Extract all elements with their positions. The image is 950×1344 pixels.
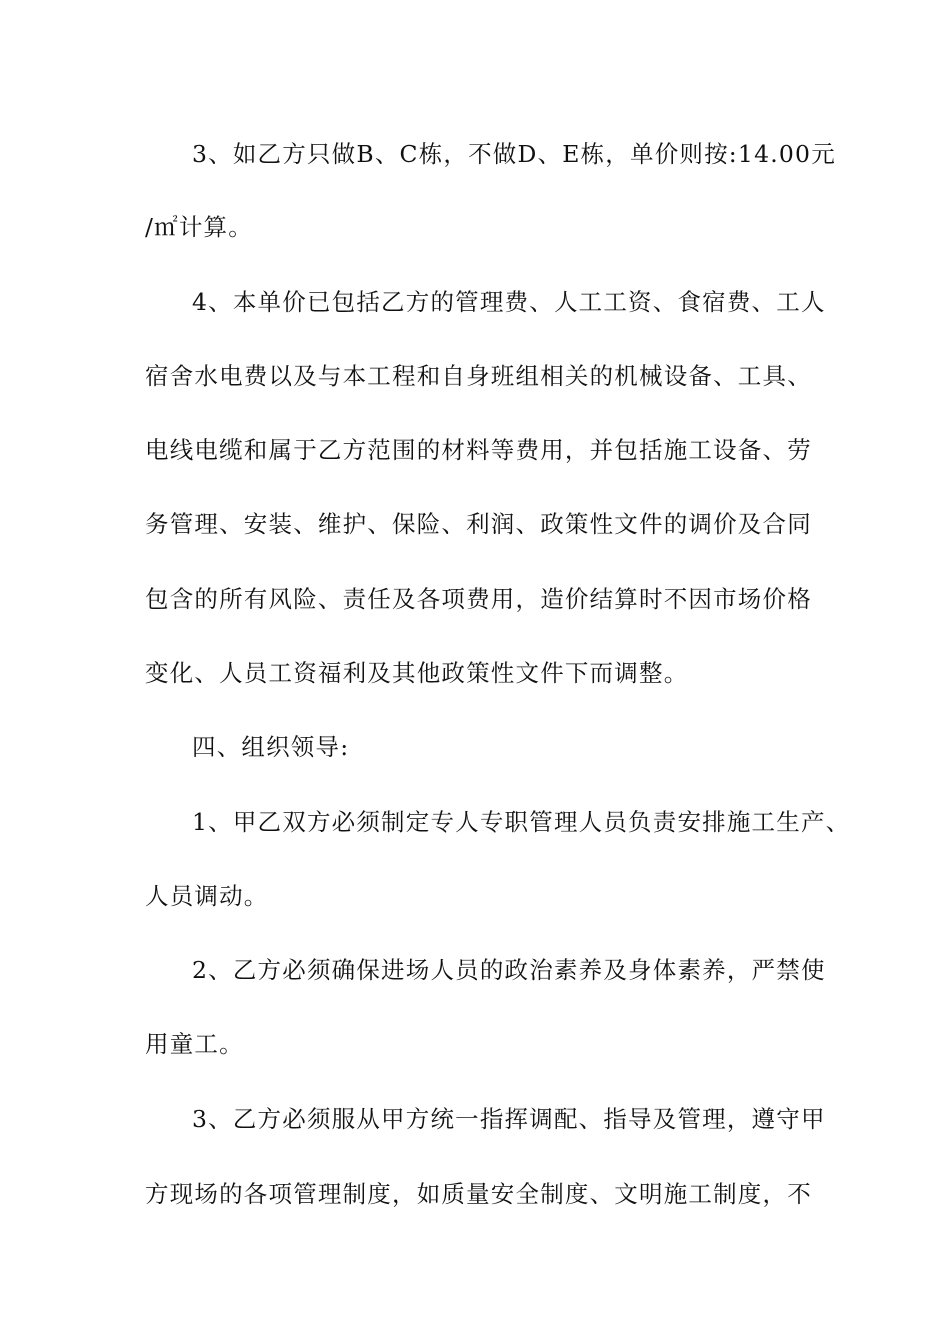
paragraph-line: 方现场的各项管理制度，如质量安全制度、文明施工制度，不 [145,1180,812,1208]
paragraph-line: 电线电缆和属于乙方范围的材料等费用，并包括施工设备、劳 [145,436,812,464]
paragraph-line: 1、甲乙双方必须制定专人专职管理人员负责安排施工生产、 [192,808,851,836]
paragraph-line: 人员调动。 [145,882,269,910]
paragraph-line: 用童工。 [145,1030,244,1058]
paragraph-line: 3、如乙方只做B、C栋，不做D、E栋，单价则按:14.00元 [192,140,836,168]
paragraph-line: 2、乙方必须确保进场人员的政治素养及身体素养，严禁使 [192,956,826,984]
paragraph-line: 3、乙方必须服从甲方统一指挥调配、指导及管理，遵守甲 [192,1105,826,1133]
paragraph-line: 务管理、安装、维护、保险、利润、政策性文件的调价及合同 [145,510,812,538]
section-heading: 四、组织领导: [192,733,350,761]
paragraph-line: 变化、人员工资福利及其他政策性文件下而调整。 [145,659,689,687]
paragraph-line: /㎡计算。 [145,213,253,241]
paragraph-line: 包含的所有风险、责任及各项费用，造价结算时不因市场价格 [145,585,812,613]
paragraph-line: 4、本单价已包括乙方的管理费、人工工资、食宿费、工人 [192,288,826,316]
paragraph-line: 宿舍水电费以及与本工程和自身班组相关的机械设备、工具、 [145,362,812,390]
